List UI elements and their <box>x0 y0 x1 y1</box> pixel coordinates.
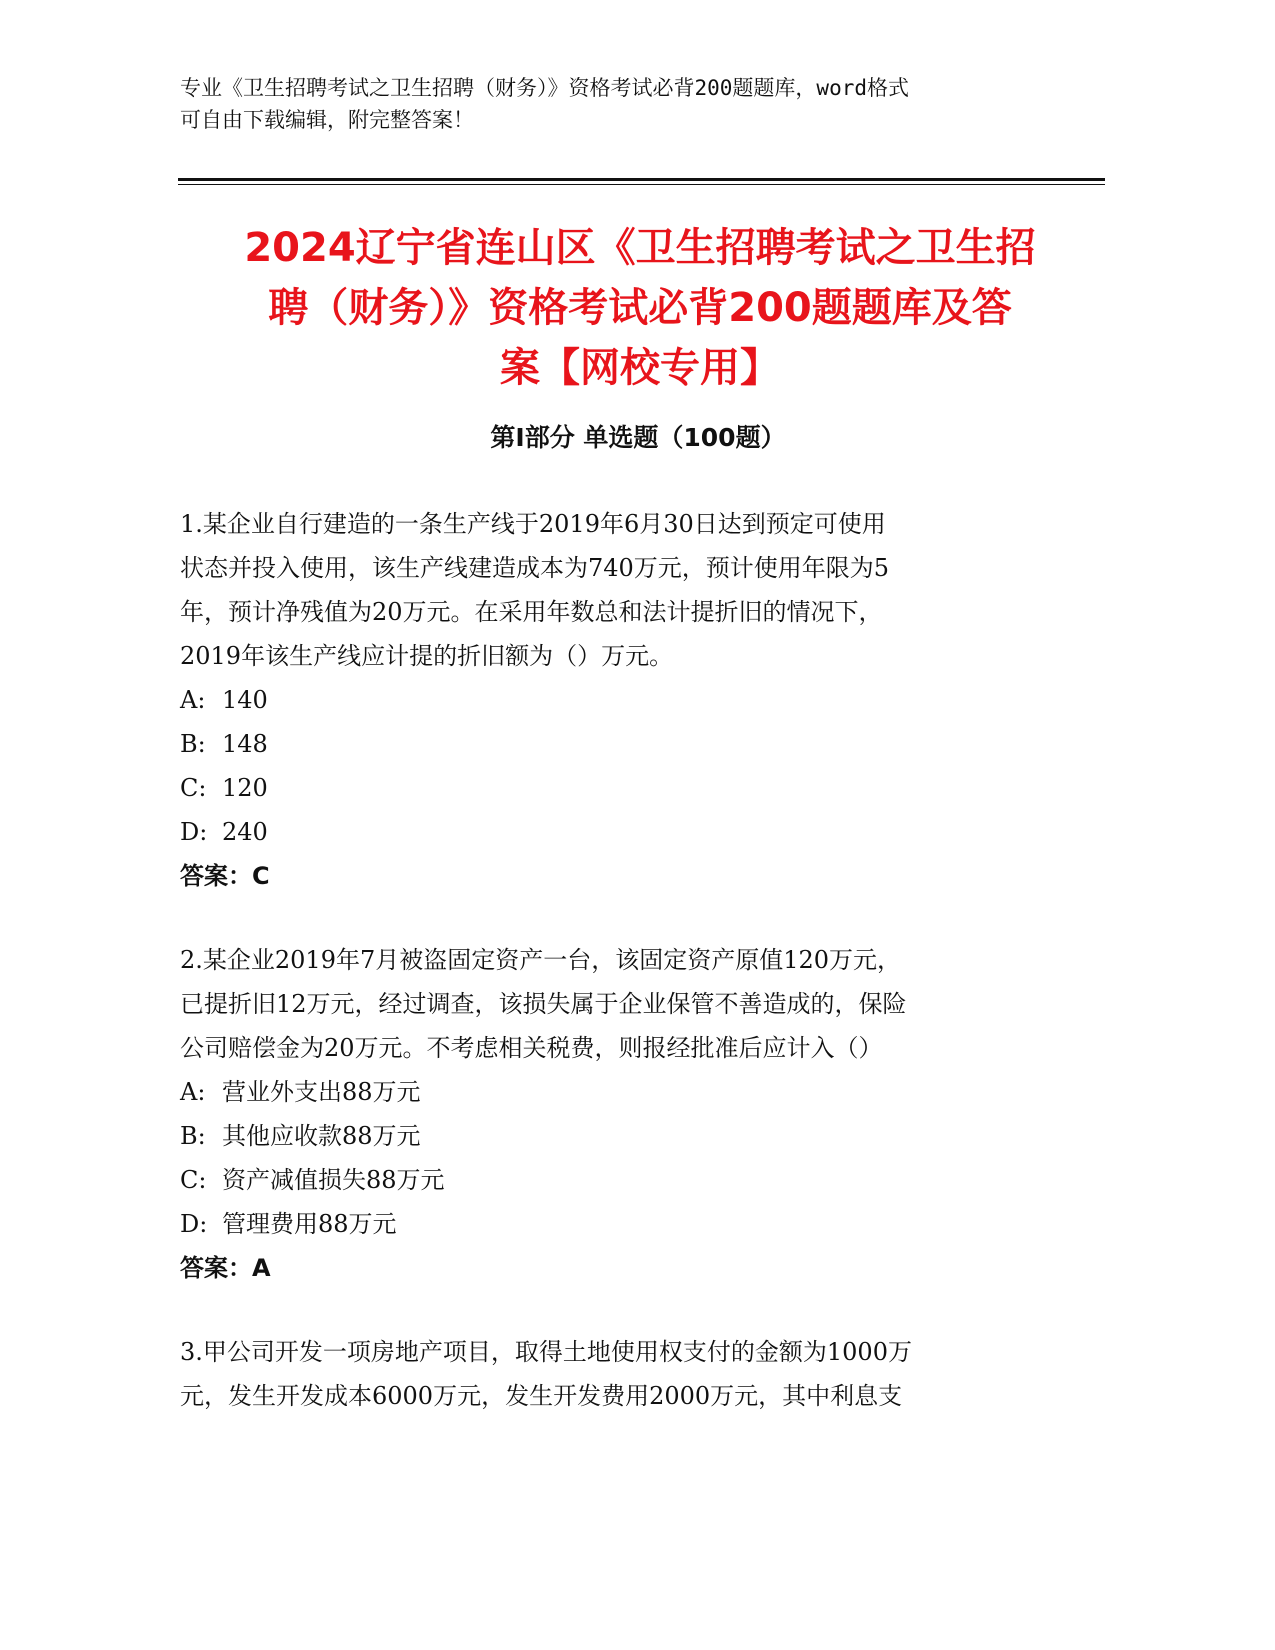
document-title <box>160 218 1120 398</box>
section-title: 第I部分 单选题（100题） <box>490 423 786 452</box>
header-note-line-1: 专业《卫生招聘考试之卫生招聘（财务）》资格考试必背200题题库，word格式 <box>180 76 909 100</box>
option-text: 资产减值损失88万元 <box>222 1166 445 1194</box>
option-letter: B: <box>180 1122 206 1150</box>
question-1 <box>180 502 1040 898</box>
question-stem-line: 2.某企业2019年7月被盗固定资产一台，该固定资产原值120万元， <box>180 946 902 974</box>
question-stem-line: 年，预计净残值为20万元。在采用年数总和法计提折旧的情况下， <box>180 598 883 626</box>
question-stem-line: 1.某企业自行建造的一条生产线于2019年6月30日达到预定可使用 <box>180 510 886 538</box>
question-stem-line: 状态并投入使用，该生产线建造成本为740万元，预计使用年限为5 <box>180 554 890 582</box>
option-b <box>180 722 1040 766</box>
question-stem-line: 已提折旧12万元，经过调查，该损失属于企业保管不善造成的，保险 <box>180 990 907 1018</box>
question-2 <box>180 938 1040 1290</box>
question-stem-line: 公司赔偿金为20万元。不考虑相关税费，则报经批准后应计入（） <box>180 1034 883 1062</box>
option-d <box>180 810 1040 854</box>
header-rule-thick <box>178 178 1105 181</box>
document-title-line-3: 案【网校专用】 <box>500 345 780 391</box>
option-letter: C: <box>180 774 207 802</box>
question-3 <box>180 1330 1040 1418</box>
question-stem-line: 元，发生开发成本6000万元，发生开发费用2000万元，其中利息支 <box>180 1382 903 1410</box>
question-stem-line: 3.甲公司开发一项房地产项目，取得土地使用权支付的金额为1000万 <box>180 1338 912 1366</box>
option-letter: D: <box>180 1210 208 1238</box>
option-letter: C: <box>180 1166 207 1194</box>
option-text: 管理费用88万元 <box>222 1210 397 1238</box>
option-a <box>180 678 1040 722</box>
document-title-line-1: 2024辽宁省连山区《卫生招聘考试之卫生招 <box>244 225 1036 271</box>
option-a <box>180 1070 1040 1114</box>
option-text: 120 <box>222 774 268 802</box>
option-text: 140 <box>222 686 268 714</box>
option-letter: D: <box>180 818 208 846</box>
option-letter: A: <box>180 686 206 714</box>
option-text: 营业外支出88万元 <box>222 1078 421 1106</box>
header-rule-thin <box>178 184 1105 185</box>
option-letter: B: <box>180 730 206 758</box>
document-title-line-2: 聘（财务）》资格考试必背200题题库及答 <box>268 285 1012 331</box>
option-c <box>180 1158 1040 1202</box>
question-stem-line: 2019年该生产线应计提的折旧额为（）万元。 <box>180 642 674 670</box>
option-text: 其他应收款88万元 <box>222 1122 421 1150</box>
answer-label: 答案：C <box>180 862 270 890</box>
option-d <box>180 1202 1040 1246</box>
option-b <box>180 1114 1040 1158</box>
option-text: 148 <box>222 730 268 758</box>
header-note-line-2: 可自由下载编辑，附完整答案！ <box>180 108 474 132</box>
answer-label: 答案：A <box>180 1254 271 1282</box>
header-note <box>180 72 1060 136</box>
option-c <box>180 766 1040 810</box>
option-letter: A: <box>180 1078 206 1106</box>
option-text: 240 <box>222 818 268 846</box>
